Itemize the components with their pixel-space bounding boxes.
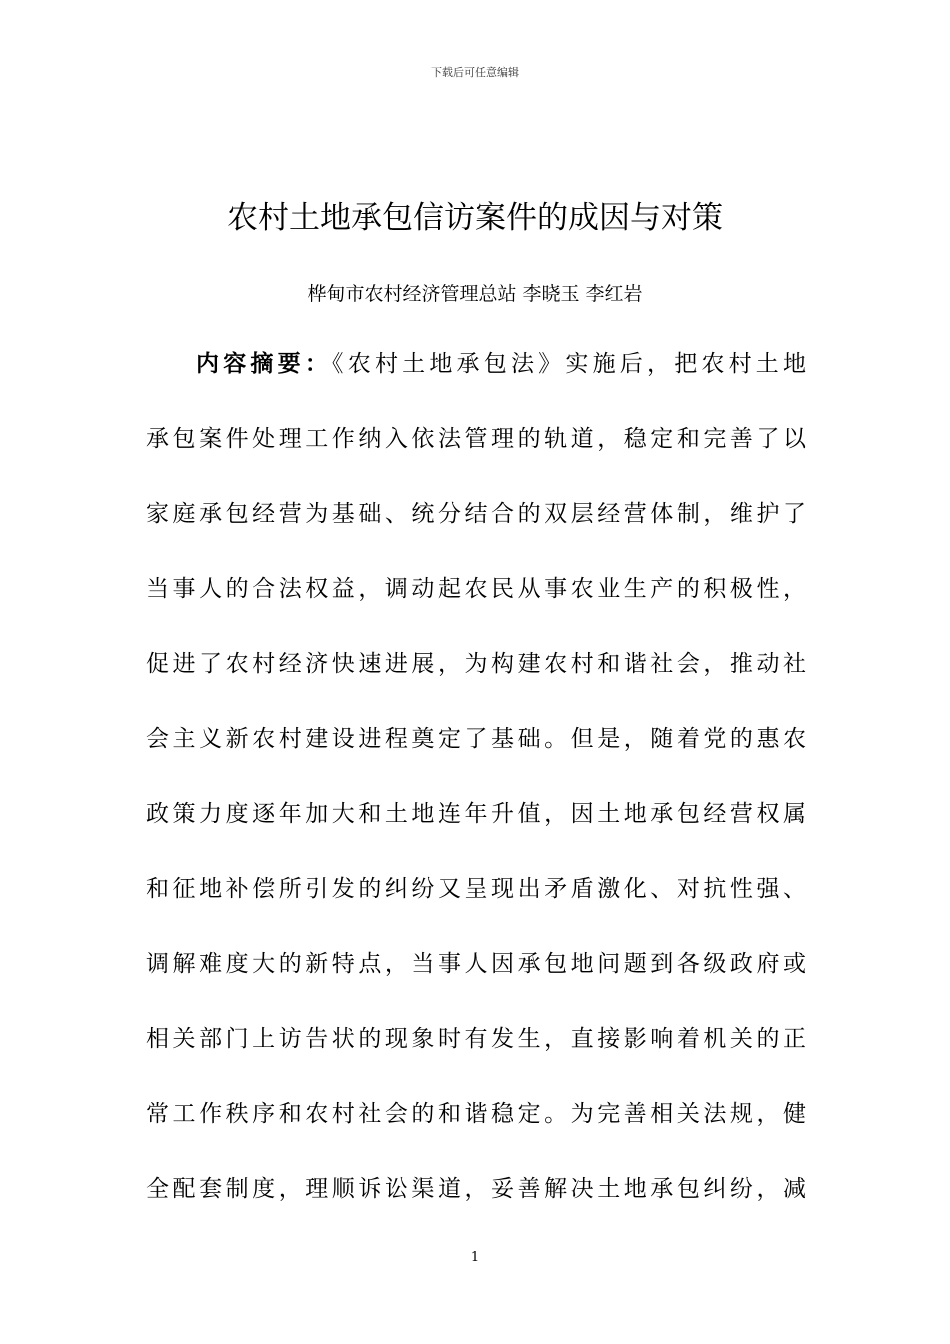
abstract-line-1 (196, 345, 806, 378)
abstract-text-1: 《农村土地承包法》实施后，把农村土地 (332, 351, 807, 377)
page-number: 1 (470, 1250, 480, 1265)
abstract-line-9: 调解难度大的新特点，当事人因承包地问题到各级政府或 (146, 951, 806, 977)
document-title: 农村土地承包信访案件的成因与对策 (227, 200, 723, 236)
abstract-line-3: 家庭承包经营为基础、统分结合的双层经营体制，维护了 (146, 501, 806, 527)
abstract-line-5: 促进了农村经济快速进展，为构建农村和谐社会，推动社 (146, 651, 806, 677)
abstract-line-11: 常工作秩序和农村社会的和谐稳定。为完善相关法规，健 (146, 1101, 806, 1127)
abstract-line-2: 承包案件处理工作纳入依法管理的轨道，稳定和完善了以 (146, 426, 806, 452)
abstract-line-12: 全配套制度，理顺诉讼渠道，妥善解决土地承包纠纷，减 (146, 1176, 806, 1202)
header-note: 下载后可任意编辑 (431, 66, 519, 79)
abstract-line-4: 当事人的合法权益，调动起农民从事农业生产的积极性， (146, 576, 806, 602)
abstract-line-10: 相关部门上访告状的现象时有发生，直接影响着机关的正 (146, 1026, 806, 1052)
abstract-label: 内容摘要： (196, 351, 333, 377)
abstract-line-7: 政策力度逐年加大和土地连年升值，因土地承包经营权属 (146, 801, 806, 827)
abstract-line-6: 会主义新农村建设进程奠定了基础。但是，随着党的惠农 (146, 726, 806, 752)
abstract-line-8: 和征地补偿所引发的纠纷又呈现出矛盾激化、对抗性强、 (146, 876, 806, 902)
document-authors: 桦甸市农村经济管理总站 李晓玉 李红岩 (307, 283, 643, 305)
